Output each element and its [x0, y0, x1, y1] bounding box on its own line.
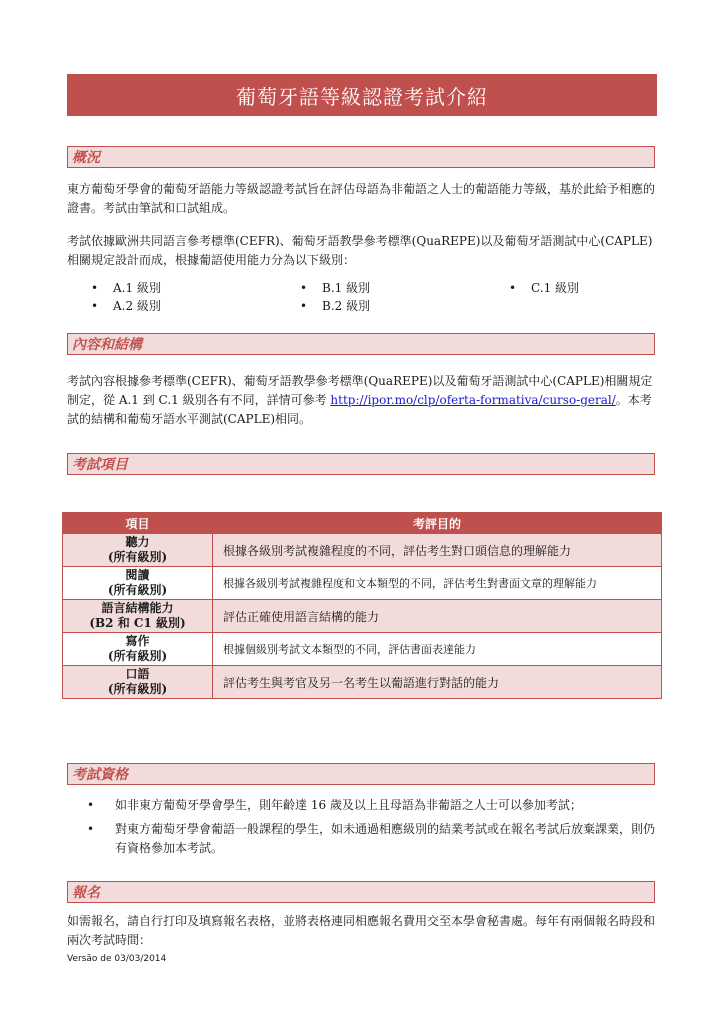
exam-item-level: (所有級別) — [107, 583, 168, 597]
level-c1: C.1 級別 — [531, 281, 580, 295]
content-paragraph — [67, 372, 657, 429]
exam-item-level: (所有級別) — [107, 682, 168, 696]
section-heading-eligibility — [67, 763, 655, 785]
document-title: 葡萄牙語等級認證考試介紹 — [236, 84, 488, 109]
section-heading-exam-items — [67, 453, 655, 475]
eligibility-bullet-text: • 如非東方葡萄牙學會學生，則年齡達 16 歲及以上且母語為非葡語之人士可以參加考試； — [115, 798, 582, 812]
section-heading-exam-items-text: 考試項目 — [72, 457, 128, 473]
table-row — [63, 567, 662, 600]
eligibility-bullet — [87, 820, 657, 858]
exam-item-name: 語言結構能力 — [101, 601, 174, 615]
exam-item-level: (B2 和 C1 級別) — [89, 616, 186, 630]
column-header-item: 項目 — [63, 513, 213, 534]
exam-goal-cell: 評估正確使用語言結構的能力 — [213, 600, 662, 633]
table-header-row — [63, 513, 662, 534]
section-heading-content — [67, 333, 655, 355]
level-b2: B.2 級別 — [322, 299, 371, 313]
table-row — [63, 666, 662, 699]
exam-item-name: 寫作 — [125, 634, 150, 648]
table-row — [63, 534, 662, 567]
exam-item-name: 口語 — [125, 667, 150, 681]
column-header-goal: 考評目的 — [213, 513, 662, 534]
exam-item-cell — [63, 567, 213, 600]
level-a1: A.1 級別 — [113, 281, 161, 295]
exam-item-name: 聽力 — [125, 535, 150, 549]
section-heading-overview — [67, 146, 655, 168]
exam-goal-cell: 根據各級別考試複雜程度和文本類型的不同，評估考生對書面文章的理解能力 — [213, 567, 662, 600]
table-row — [63, 600, 662, 633]
content-text-start: 考試內容根據參考標準(CEFR)、葡萄牙語教學參考標準(QuaREPE)以及葡萄牙語測試中心(CAPLE)相關規定制定，從 A.1 到 C.1 級別各有不同，詳情可參考 — [67, 374, 653, 407]
exam-item-cell — [63, 633, 213, 666]
exam-goal-cell: 根據各級別考試複雜程度的不同，評估考生對口頭信息的理解能力 — [213, 534, 662, 567]
section-heading-eligibility-text: 考試資格 — [72, 767, 128, 783]
exam-item-cell — [63, 600, 213, 633]
exam-item-cell — [63, 666, 213, 699]
section-heading-registration — [67, 881, 655, 903]
section-heading-registration-text: 報名 — [72, 885, 100, 901]
eligibility-bullet-text: • 對東方葡萄牙學會葡語一般課程的學生，如未通過相應級別的結業考試或在報名考試后放棄課業，則仍有資格參加本考試。 — [115, 822, 656, 855]
exam-item-cell — [63, 534, 213, 567]
document-title-banner — [67, 74, 657, 116]
ipor-course-link[interactable]: http://ipor.mo/clp/oferta-formativa/curso-geral/ — [330, 393, 616, 407]
exam-item-level: (所有級別) — [107, 649, 168, 663]
exam-goal-cell: 根據個級別考試文本類型的不同，評估書面表達能力 — [213, 633, 662, 666]
overview-paragraph-1: 東方葡萄牙學會的葡萄牙語能力等級認證考試旨在評估母語為非葡語之人士的葡語能力等級，基於此給予相應的證書。考試由筆試和口試組成。 — [67, 182, 656, 215]
eligibility-bullet — [87, 796, 657, 815]
level-b1: B.1 級別 — [322, 281, 371, 295]
section-heading-overview-text: 概況 — [72, 150, 100, 166]
version-footer: Versão de 03/03/2014 — [67, 954, 167, 964]
content-text-end: 。本考試的結構和葡萄牙語水平測試(CAPLE)相同。 — [67, 393, 652, 426]
level-a2: A.2 級別 — [113, 299, 161, 313]
overview-paragraph-2: 考試依據歐洲共同語言參考標準(CEFR)、葡萄牙語教學參考標準(QuaREPE)以及葡萄牙語測試中心(CAPLE)相關規定設計而成，根據葡語使用能力分為以下級別： — [67, 234, 653, 267]
registration-paragraph: 如需報名，請自行打印及填寫報名表格，並將表格連同相應報名費用交至本學會秘書處。每年有兩個報名時段和兩次考試時間： — [67, 914, 656, 947]
section-heading-content-text: 內容和結構 — [72, 337, 142, 353]
exam-items-table — [62, 512, 662, 699]
table-row — [63, 633, 662, 666]
exam-item-level: (所有級別) — [107, 550, 168, 564]
exam-goal-cell: 評估考生與考官及另一名考生以葡語進行對話的能力 — [213, 666, 662, 699]
exam-item-name: 閱讀 — [125, 568, 150, 582]
